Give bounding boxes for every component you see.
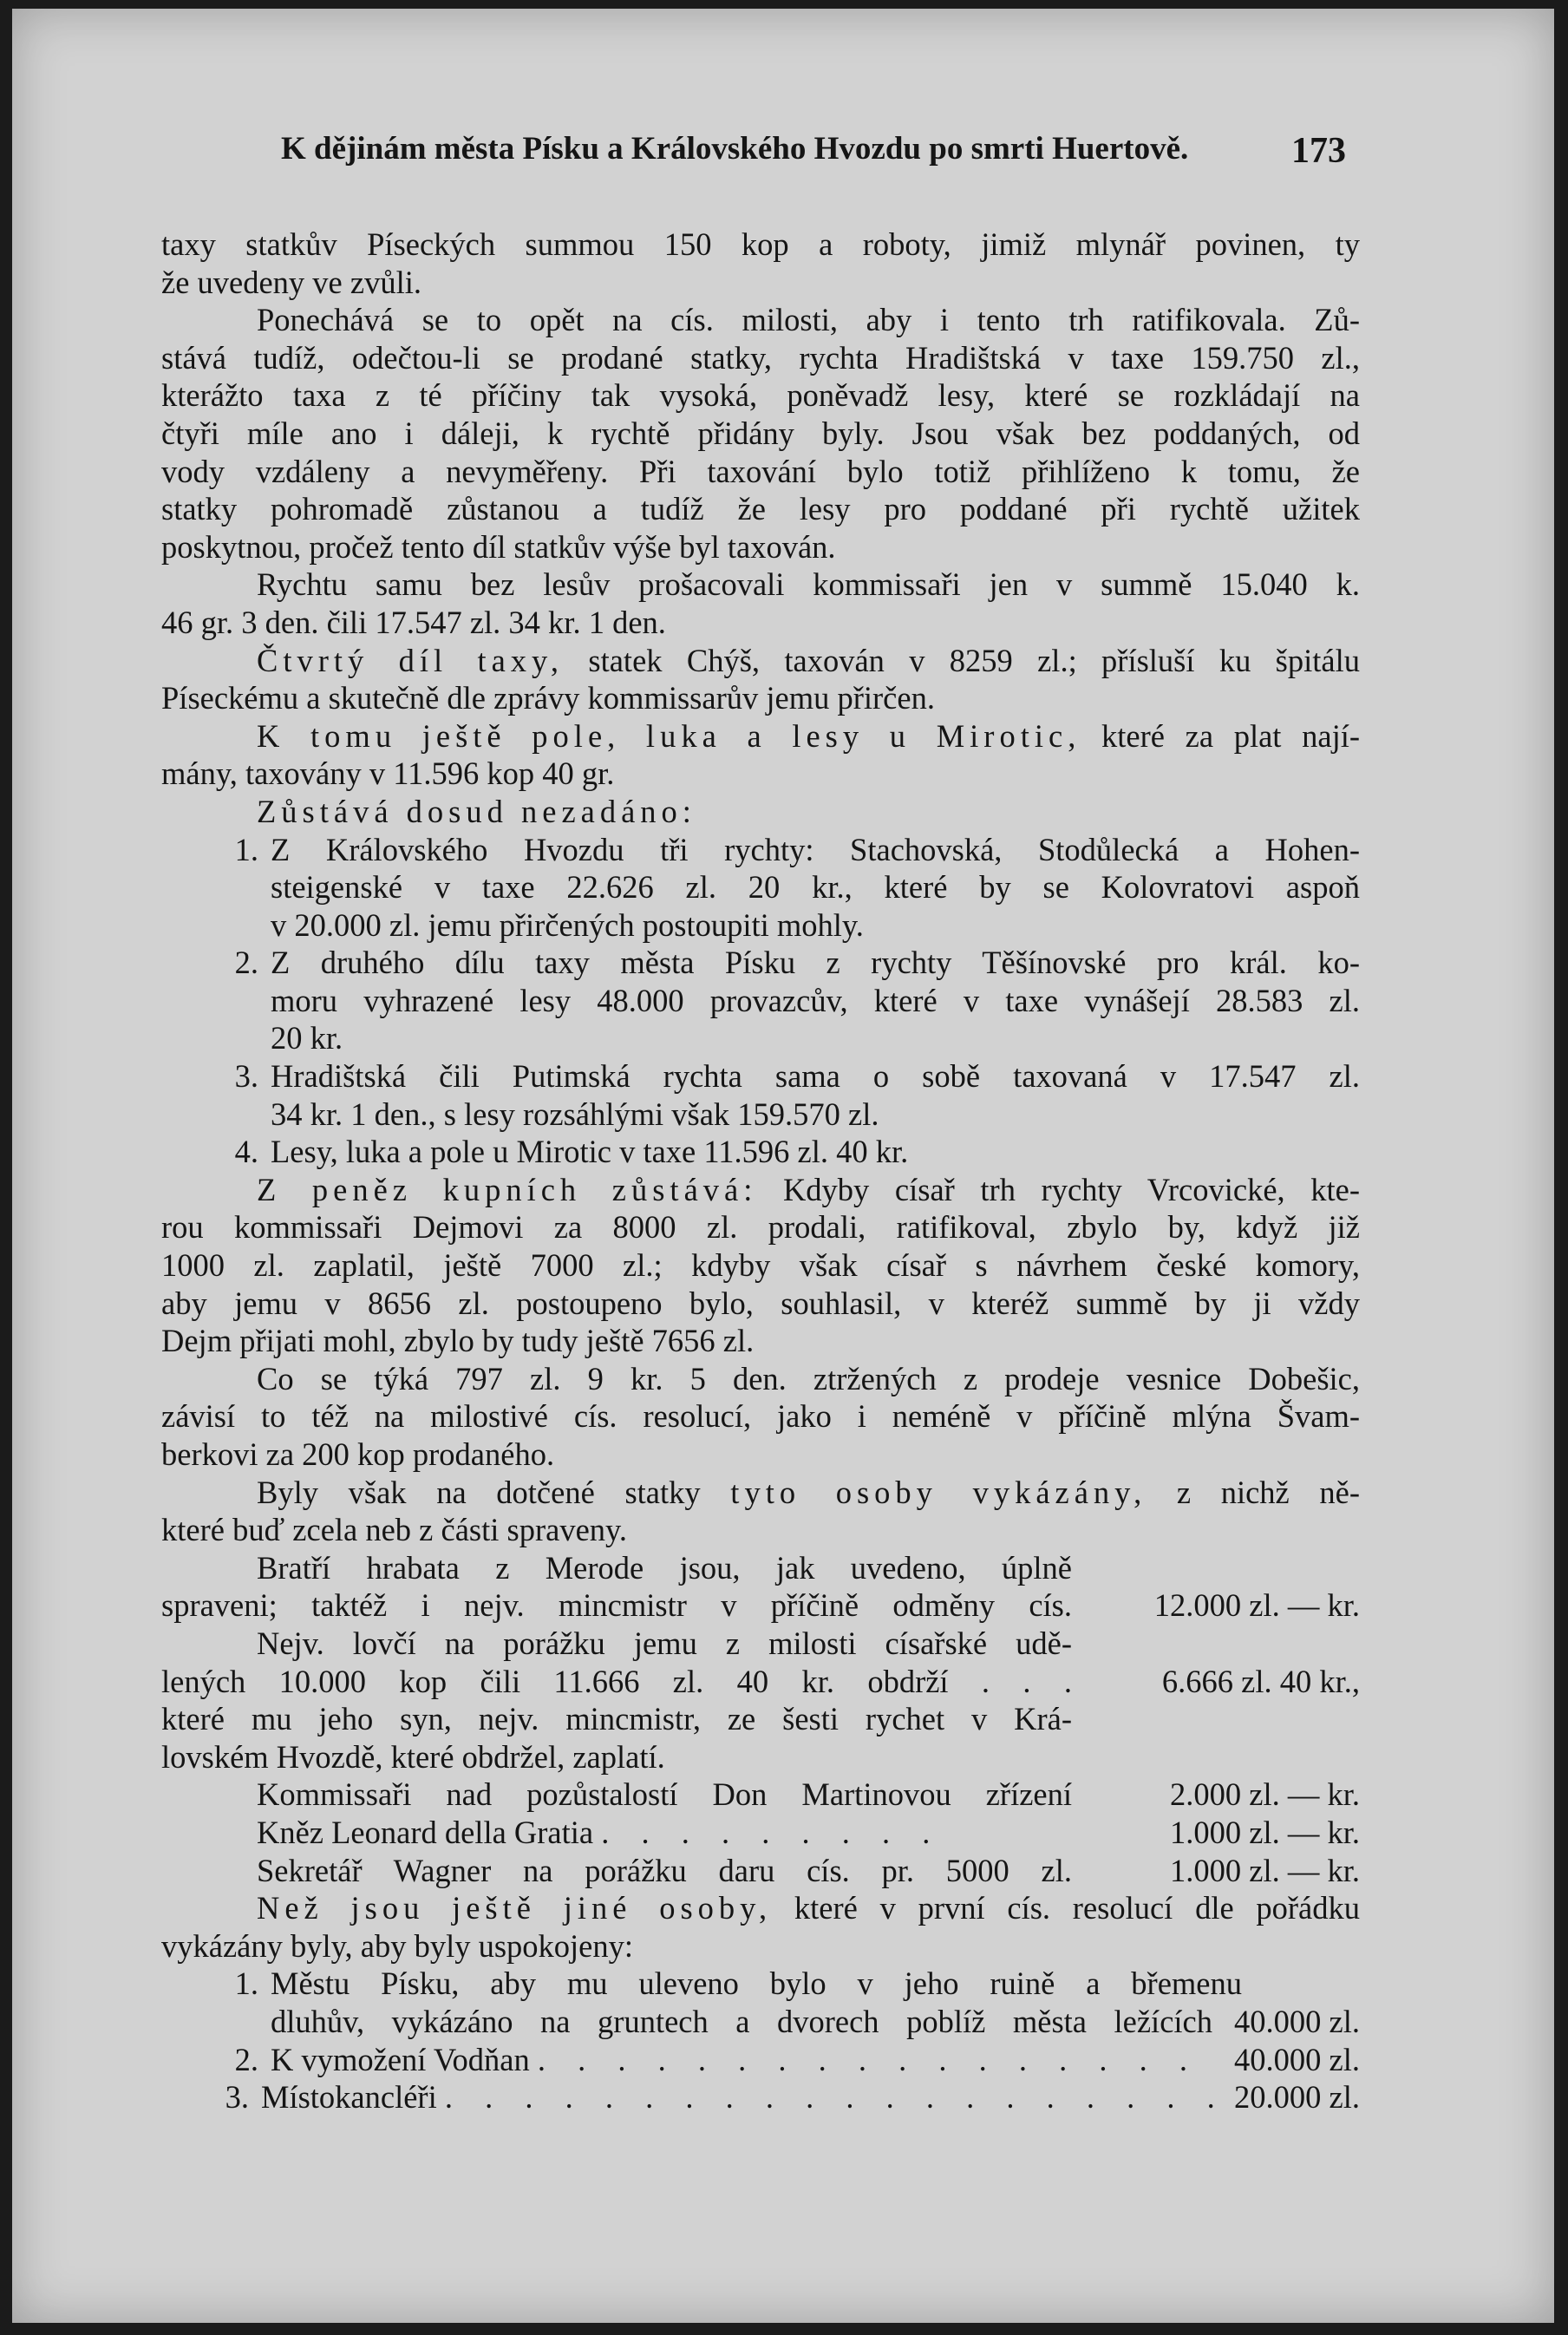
text-line: vody vzdáleny a nevyměřeny. Při taxování bylo totiž přihlíženo k tomu, že <box>161 453 1360 489</box>
running-header: K dějinám města Písku a Královského Hvozdu po smrti Huertově. <box>281 131 1189 167</box>
spaced-phrase: Z peněz kupních zůstává: <box>257 1171 758 1207</box>
amount-value: 1.000 zl. — kr. <box>1170 1852 1360 1888</box>
amount-value: 12.000 zl. — kr. <box>1153 1587 1360 1624</box>
list-item: 3. Místokancléři . . . . . . . . . . . . . . . . . . . . 20.000 zl. <box>225 2079 1360 2116</box>
text-line: mány, taxovány v 11.596 kop 40 gr. <box>161 755 615 792</box>
text-line: 46 gr. 3 den. čili 17.547 zl. 34 kr. 1 den. <box>161 604 666 640</box>
amount-row: Sekretář Wagner na porážku daru cís. pr. 5000 zl. 1.000 zl. — kr. <box>257 1852 1360 1888</box>
text-line: Dejm přijati mohl, zbylo by tudy ještě 7656 zl. <box>161 1323 755 1359</box>
text-span: které v první cís. resolucí dle pořádku <box>794 1890 1361 1926</box>
document-page <box>12 9 1554 2323</box>
text-line: čtyři míle ano i dáleji, k rychtě přidány byly. Jsou však bez poddaných, od <box>161 415 1360 451</box>
amount-value: 6.666 zl. 40 kr., <box>1161 1663 1360 1699</box>
text-line: Byly však na dotčené statky tyto osoby vykázány, z nichž ně- <box>257 1474 1361 1510</box>
amount-row: lených 10.000 kop čili 11.666 zl. 40 kr. obdrží . . . 6.666 zl. 40 kr., <box>161 1663 1360 1699</box>
list-item-cont: moru vyhrazené lesy 48.000 provazcův, které v taxe vynášejí 28.583 zl. <box>271 982 1360 1018</box>
text-line: kterážto taxa z té příčiny tak vysoká, poněvadž lesy, které se rozkládají na <box>161 377 1360 414</box>
list-item: 3. Hradištská čili Putimská rychta sama o sobě taxovaná v 17.547 zl. <box>234 1058 1360 1095</box>
text-line: které buď zcela neb z části spraveny. <box>161 1512 628 1548</box>
list-item-cont: 20 kr. <box>271 1020 343 1056</box>
amount-row: Bratří hrabata z Merode jsou, jak uvedeno, úplně <box>257 1549 1072 1586</box>
amount-row: Nejv. lovčí na porážku jemu z milosti císařské udě- <box>257 1625 1072 1661</box>
amount-value: 20.000 zl. <box>1234 2079 1360 2116</box>
text-line: Co se týká 797 zl. 9 kr. 5 den. ztržených z prodeje vesnice Dobešic, <box>257 1360 1360 1396</box>
amount-row: které mu jeho syn, nejv. mincmistr, ze šesti rychet v Krá- <box>161 1701 1072 1737</box>
text-line: taxy statkův Píseckých summou 150 kop a roboty, jimiž mlynář povinen, ty <box>161 226 1360 262</box>
amount-value: 1.000 zl. — kr. <box>1170 1814 1360 1850</box>
text-span: které za plat nají- <box>1101 717 1361 754</box>
text-line: poskytnou, pročež tento díl statkův výše byl taxován. <box>161 528 836 565</box>
spaced-phrase: Než jsou ještě jiné osoby, <box>257 1890 773 1926</box>
list-item-cont: v 20.000 zl. jemu přirčených postoupiti mohly. <box>271 906 864 943</box>
amount-row: Kněz Leonard della Gratia . . . . . . . . . 1.000 zl. — kr. <box>257 1814 1360 1850</box>
list-item: 2. Z druhého dílu taxy města Písku z rychty Těšínovské pro král. ko- <box>234 945 1360 981</box>
list-item-cont: 34 kr. 1 den., s lesy rozsáhlými však 159.570 zl. <box>271 1096 879 1132</box>
text-line <box>161 1171 1360 1209</box>
text-line: berkovi za 200 kop prodaného. <box>161 1436 555 1472</box>
text-line: statky pohromadě zůstanou a tudíž že lesy pro poddané při rychtě užitek <box>161 491 1360 527</box>
text-line: stává tudíž, odečtou-li se prodané statky, rychta Hradištská v taxe 159.750 zl., <box>161 339 1360 376</box>
text-line: aby jemu v 8656 zl. postoupeno bylo, souhlasil, v kteréž summě by ji vždy <box>161 1285 1360 1321</box>
spaced-phrase: tyto osoby vykázány, <box>730 1474 1147 1510</box>
text-line <box>161 717 1360 755</box>
text-span: statek Chýš, taxován v 8259 zl.; přísluší ku špitálu <box>588 642 1360 678</box>
amount-row: Kommissaři nad pozůstalostí Don Martinovou zřízení 2.000 zl. — kr. <box>257 1776 1360 1813</box>
text-span: Kdyby císař trh rychty Vrcovické, kte- <box>782 1171 1360 1207</box>
list-item: 1. Městu Písku, aby mu uleveno bylo v jeho ruině a břemenu <box>234 1965 1242 2002</box>
text-line: Ponechává se to opět na cís. milosti, aby i tento trh ratifikovala. Zů- <box>257 302 1360 338</box>
spaced-phrase: Čtvrtý díl taxy, <box>257 642 565 678</box>
text-line <box>161 1889 1360 1927</box>
text-line: vykázány byly, aby byly uspokojeny: <box>161 1927 634 1964</box>
text-line: že uvedeny ve zvůli. <box>161 264 421 300</box>
amount-value: 40.000 zl. <box>1234 2003 1360 2039</box>
page-number: 173 <box>1291 131 1346 171</box>
list-item: 4. Lesy, luka a pole u Mirotic v taxe 11.596 zl. 40 kr. <box>234 1134 909 1170</box>
list-item: 1. Z Královského Hvozdu tři rychty: Stachovská, Stodůlecká a Hohen- <box>234 831 1360 867</box>
amount-row: lovském Hvozdě, které obdržel, zaplatí. <box>161 1738 665 1775</box>
text-line <box>161 642 1360 680</box>
text-line: Rychtu samu bez lesův prošacovali kommissaři jen v summě 15.040 k. <box>257 566 1360 603</box>
body-text <box>161 226 1360 2116</box>
amount-value: 40.000 zl. <box>1234 2041 1360 2077</box>
amount-row: spraveni; taktéž i nejv. mincmistr v příčině odměny cís. 12.000 zl. — kr. <box>161 1587 1360 1624</box>
spaced-heading: Zůstává dosud nezadáno: <box>257 793 696 829</box>
list-item: 2. K vymožení Vodňan . . . . . . . . . . . . . . . . . 40.000 zl. <box>234 2041 1360 2077</box>
list-item-cont: steigenské v taxe 22.626 zl. 20 kr., které by se Kolovratovi aspoň <box>271 869 1360 906</box>
text-line: rou kommissaři Dejmovi za 8000 zl. prodali, ratifikoval, zbylo by, když již <box>161 1209 1360 1246</box>
list-item-cont: dluhův, vykázáno na gruntech a dvorech poblíž města ležících 40.000 zl. <box>271 2003 1360 2039</box>
text-line: Píseckému a skutečně dle zprávy kommissarův jemu přirčen. <box>161 680 935 716</box>
text-line: 1000 zl. zaplatil, ještě 7000 zl.; kdyby však císař s návrhem české komory, <box>161 1247 1360 1284</box>
amount-value: 2.000 zl. — kr. <box>1170 1776 1360 1813</box>
spaced-phrase: K tomu ještě pole, luka a lesy u Mirotic, <box>257 717 1081 754</box>
text-line: závisí to též na milostivé cís. resolucí, jako i neméně v příčině mlýna Švam- <box>161 1398 1360 1435</box>
